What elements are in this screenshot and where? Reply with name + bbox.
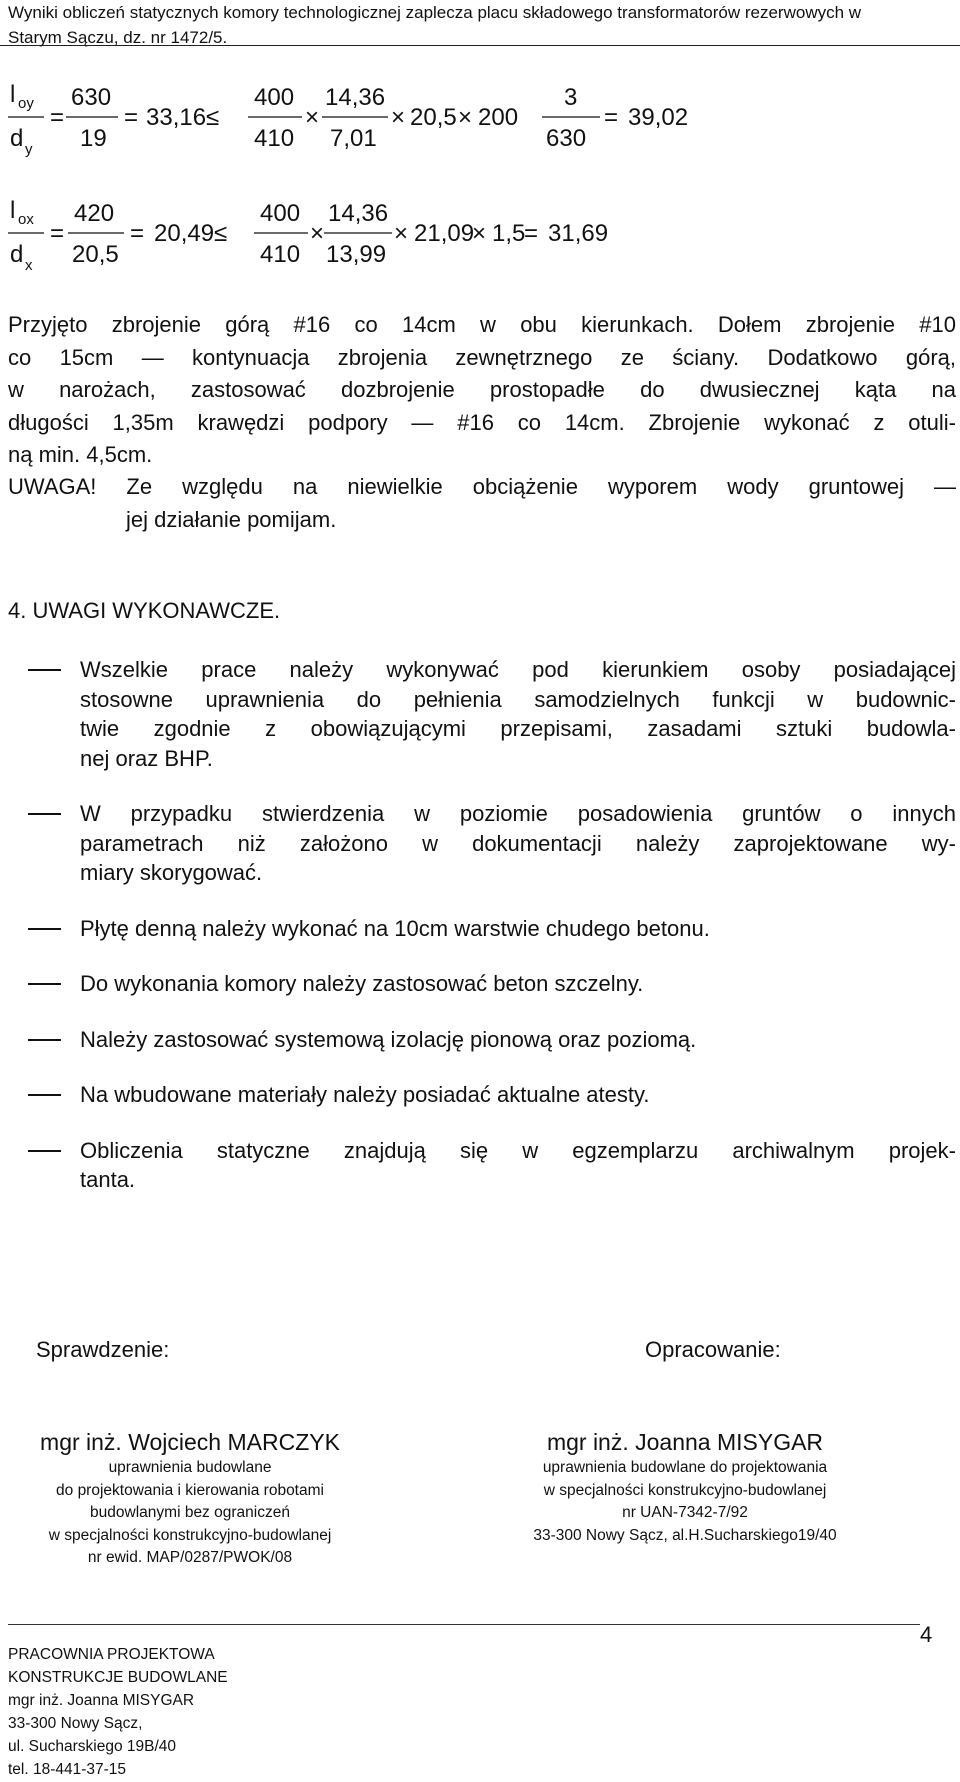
- f1-times-2: ×: [391, 104, 406, 131]
- list-item: [8, 799, 956, 888]
- signature-checker: [0, 1427, 380, 1570]
- list-item: [8, 969, 956, 999]
- list-item-line: Na wbudowane materiały należy posiadać aktualne atesty.: [80, 1082, 650, 1107]
- f1-frac1-num: 630: [71, 84, 112, 111]
- list-item-line: W przypadku stwierdzenia w poziomie posadowienia gruntów o innych: [80, 801, 956, 826]
- f1-times-3: ×: [458, 104, 473, 131]
- footer-office-stamp: [8, 1643, 228, 1781]
- dash-bullet-icon: [28, 813, 61, 815]
- f2-frac1-den: 20,5: [72, 241, 119, 268]
- f2-leq: ≤: [214, 220, 228, 247]
- f1-value-1: 33,16: [146, 104, 207, 131]
- author-credential-line: nr UAN-7342-7/92: [622, 1504, 748, 1521]
- checker-credential-line: do projektowania i kierowania robotami: [56, 1481, 324, 1499]
- author-credential-line: w specjalności konstrukcyjno-budowlanej: [543, 1481, 827, 1499]
- paragraph-line: długości 1,35m krawędzi podpory ― #16 co 14cm. Zbrojenie wykonać z otuli-: [8, 409, 956, 435]
- signature-author: [500, 1427, 870, 1547]
- list-item-line: Do wykonania komory należy zastosować beton szczelny.: [80, 971, 644, 996]
- f1-multiplier-1: 20,5: [410, 104, 457, 131]
- formula-slenderness-y: [8, 80, 948, 190]
- f1-frac4-num: 3: [564, 84, 578, 111]
- f2-lhs-num-sub: ox: [18, 211, 34, 228]
- list-item-line: parametrach niż założono w dokumentacji należy zaprojektowane wy-: [80, 830, 956, 856]
- footer-line: 33-300 Nowy Sącz,: [8, 1715, 143, 1732]
- author-name: mgr inż. Joanna MISYGAR: [546, 1429, 824, 1455]
- f1-result: 39,02: [628, 104, 689, 131]
- dash-bullet-icon: [28, 928, 61, 930]
- f1-frac3-num: 14,36: [325, 84, 386, 111]
- f2-multiplier-2: 1,5: [492, 220, 526, 247]
- f2-eq-3: =: [524, 220, 539, 247]
- checker-credential-line: w specjalności konstrukcyjno-budowlanej: [48, 1526, 332, 1544]
- checker-credential-line: uprawnienia budowlane: [108, 1459, 272, 1476]
- dash-bullet-icon: [28, 1150, 61, 1152]
- list-item-line: twie zgodnie z obowiązującymi przepisami, zasadami sztuki budowla-: [80, 716, 956, 741]
- formula-slenderness-x: [8, 196, 948, 306]
- f2-times-2: ×: [394, 220, 409, 247]
- paragraph-line: ną min. 4,5cm.: [8, 442, 153, 467]
- list-item-line: tanta.: [80, 1167, 136, 1192]
- footer-line: KONSTRUKCJE BUDOWLANE: [8, 1669, 228, 1686]
- f2-lhs-num: l: [10, 197, 16, 224]
- footer-line: ul. Sucharskiego 19B/40: [8, 1738, 177, 1755]
- list-item-line: Należy zastosować systemową izolację pionową oraz poziomą.: [80, 1026, 697, 1052]
- f2-times-3: ×: [472, 220, 487, 247]
- header-line-1: Wyniki obliczeń statycznych komory technologicznej zaplecza placu składowego transformatorów rezerwowych w: [8, 3, 862, 22]
- list-item-line: miary skorygować.: [80, 860, 263, 885]
- dash-bullet-icon: [28, 669, 61, 671]
- uwaga-note: [8, 471, 956, 536]
- f2-value-1: 20,49: [154, 220, 215, 247]
- prepared-by-label: Opracowanie:: [645, 1337, 781, 1362]
- reinforcement-paragraph: [8, 309, 956, 472]
- f1-frac2-num: 400: [254, 84, 295, 111]
- f1-eq-1: =: [50, 104, 65, 131]
- f2-eq-2: =: [130, 220, 145, 247]
- checked-by-label: Sprawdzenie:: [36, 1337, 170, 1362]
- f2-frac2-num: 400: [260, 200, 301, 227]
- f2-frac3-num: 14,36: [328, 200, 389, 227]
- footer-line: mgr inż. Joanna MISYGAR: [8, 1692, 195, 1709]
- formula-2-svg: [8, 196, 948, 306]
- list-item: [8, 1080, 956, 1110]
- footer-rule: [8, 1624, 920, 1625]
- dash-bullet-icon: [28, 1039, 61, 1041]
- paragraph-line: w narożach, zastosować dozbrojenie prostopadłe do dwusiecznej kąta na: [8, 377, 956, 402]
- header-line-2: Starym Sączu, dz. nr 1472/5.: [8, 28, 228, 47]
- list-item-line: nej oraz BHP.: [80, 745, 213, 771]
- f1-eq-3: =: [604, 104, 619, 131]
- f1-lhs-num: l: [10, 81, 16, 108]
- list-item-line: Płytę denną należy wykonać na 10cm warstwie chudego betonu.: [80, 915, 710, 941]
- f1-leq: ≤: [206, 104, 220, 131]
- f1-frac2-den: 410: [254, 125, 295, 152]
- f2-eq-1: =: [50, 220, 65, 247]
- f1-lhs-den-sub: y: [25, 141, 33, 158]
- list-item: [8, 1136, 956, 1195]
- f2-result: 31,69: [548, 220, 609, 247]
- list-item: [8, 914, 956, 944]
- f2-lhs-den: d: [10, 241, 24, 268]
- f1-lhs-den: d: [10, 125, 24, 152]
- f2-times-1: ×: [310, 220, 325, 247]
- author-credential-line: 33-300 Nowy Sącz, al.H.Sucharskiego19/40: [533, 1526, 837, 1544]
- checker-name: mgr inż. Wojciech MARCZYK: [40, 1429, 340, 1455]
- list-item-line: Wszelkie prace należy wykonywać pod kierunkiem osoby posiadającej: [80, 657, 956, 682]
- f1-frac4-den: 630: [546, 125, 587, 152]
- list-item-line: Obliczenia statyczne znajdują się w egzemplarzu archiwalnym projek-: [80, 1137, 956, 1163]
- dash-bullet-icon: [28, 1094, 61, 1096]
- f1-times-1: ×: [305, 104, 320, 131]
- f1-lhs-num-sub: oy: [18, 95, 34, 112]
- f1-multiplier-2: 200: [478, 104, 519, 131]
- list-item: [8, 655, 956, 773]
- f2-lhs-den-sub: x: [25, 257, 33, 274]
- checker-credential-line: budowlanymi bez ograniczeń: [90, 1504, 290, 1521]
- uwaga-line-2: jej działanie pomijam.: [126, 506, 337, 532]
- f2-multiplier-1: 21,09: [414, 220, 475, 247]
- list-item-line: stosowne uprawnienia do pełnienia samodzielnych funkcji w budownic-: [80, 686, 956, 712]
- formula-1-svg: [8, 80, 948, 190]
- dash-bullet-icon: [28, 983, 61, 985]
- checker-credential-line: nr ewid. MAP/0287/PWOK/08: [87, 1549, 293, 1566]
- list-item: [8, 1025, 956, 1055]
- section-title: 4. UWAGI WYKONAWCZE.: [8, 598, 281, 623]
- uwaga-line-1: UWAGA! Ze względu na niewielkie obciążenie wyporem wody gruntowej ―: [8, 474, 956, 499]
- header-rule: [0, 45, 960, 46]
- contractor-notes-list: [8, 655, 956, 1221]
- paragraph-line: Przyjęto zbrojenie górą #16 co 14cm w obu kierunkach. Dołem zbrojenie #10: [8, 312, 956, 337]
- footer-line: tel. 18-441-37-15: [8, 1761, 127, 1778]
- paragraph-line: co 15cm ― kontynuacja zbrojenia zewnętrznego ze ściany. Dodatkowo górą,: [8, 344, 956, 370]
- document-header: [8, 0, 952, 50]
- f2-frac2-den: 410: [260, 241, 301, 268]
- footer-line: PRACOWNIA PROJEKTOWA: [8, 1646, 215, 1663]
- author-credential-line: uprawnienia budowlane do projektowania: [542, 1459, 828, 1476]
- f1-frac3-den: 7,01: [330, 125, 377, 152]
- f1-eq-2: =: [124, 104, 139, 131]
- f2-frac3-den: 13,99: [326, 241, 387, 268]
- f1-frac1-den: 19: [80, 125, 107, 152]
- f2-frac1-num: 420: [74, 200, 115, 227]
- page-number: 4: [920, 1622, 933, 1647]
